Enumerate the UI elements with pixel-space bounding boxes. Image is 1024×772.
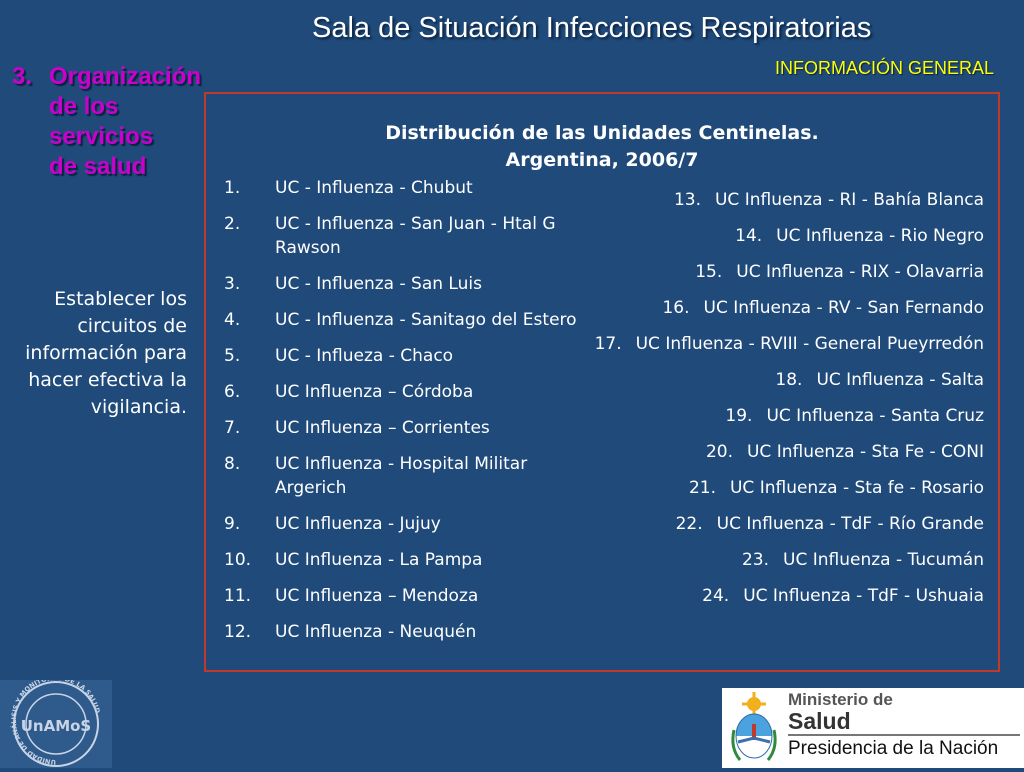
list-item [590,440,984,464]
list-item-number: 8. [224,454,241,474]
list-item-number: 6. [224,382,241,402]
list-item-number: 21. [688,478,716,498]
list-item-text: UC - Influenza - San Luis [275,274,482,294]
list-item-text: UC Influenza - Sta Fe - CONI [746,442,984,462]
list-item-number: 5. [224,346,241,366]
unamos-seal-icon [0,680,112,768]
list-item-text: UC Influenza - RIX - Olavarria [736,262,984,282]
list-item [224,308,584,332]
list-item [590,476,984,500]
list-item [224,452,584,500]
list-item [224,584,584,608]
unamos-logo [0,680,112,768]
list-item-number: 18. [775,370,803,390]
list-item-number: 14. [735,226,763,246]
list-item-text: UC Influenza – Mendoza [275,586,479,606]
list-item-number: 16. [662,298,690,318]
list-item-number: 17. [594,334,622,354]
list-item-number: 1. [224,178,241,198]
list-item-text: UC - Influenza - Chubut [275,178,473,198]
section-heading-line-4: de salud [49,153,147,180]
units-list-left [224,176,584,656]
list-item-text: UC Influenza - RI - Bahía Blanca [714,190,984,210]
list-item [590,332,984,356]
list-item [224,380,584,404]
list-item-number: 15. [695,262,723,282]
list-item-text: UC - Influenza - San Juan - Htal G Rawson [275,214,556,258]
panel-title-line-1: Distribución de las Unidades Centinelas. [385,122,819,144]
section-number: 3. [12,63,33,90]
list-item-text: UC Influenza - RVIII - General Pueyrredón [635,334,984,354]
list-item-number: 12. [224,622,252,642]
list-item-number: 11. [224,586,252,606]
section-heading-line-2: de los [49,93,119,120]
list-item [224,176,584,200]
unamos-logo-text: UnAMoS [20,717,92,735]
unamos-ring-text: UNIDAD DE ANÁLISIS Y MONIT E LA SALUD [9,680,102,767]
list-item-text: UC Influenza - Rio Negro [776,226,984,246]
panel-title-line-2: Argentina, 2006/7 [505,149,699,171]
list-item-text: UC Influenza - Tucumán [783,550,984,570]
list-item [224,272,584,296]
list-item [224,620,584,644]
section-heading-line-3: servicios [49,123,154,150]
list-item [590,260,984,284]
list-item-text: UC Influenza - TdF - Río Grande [716,514,984,534]
list-item-text: UC - Influeza - Chaco [275,346,454,366]
list-item-number: 3. [224,274,241,294]
list-item [590,512,984,536]
list-item-number: 9. [224,514,241,534]
ministry-divider [788,734,1020,736]
list-item-number: 13. [673,190,701,210]
ministry-line-1: Ministerio de [788,690,893,709]
list-item-number: 4. [224,310,241,330]
list-item-number: 7. [224,418,241,438]
list-item-text: UC Influenza - Jujuy [275,514,441,534]
list-item [224,416,584,440]
list-item-text: UC Influenza - Neuquén [275,622,477,642]
list-item [590,548,984,572]
list-item [590,404,984,428]
list-item-text: UC Influenza - Sta fe - Rosario [729,478,984,498]
list-item-number: 23. [741,550,770,570]
ministry-line-3: Presidencia de la Nación [788,738,999,759]
list-item-text: UC Influenza - RV - San Fernando [703,298,984,318]
list-item-text: UC Influenza - TdF - Ushuaia [743,586,984,606]
list-item-text: UC Influenza - Hospital Militar Argerich [275,454,528,498]
list-item-text: UC Influenza - Salta [816,370,984,390]
list-item-text: UC Influenza - Santa Cruz [766,406,984,426]
list-item [224,512,584,536]
ministry-logo [722,688,1024,768]
list-item [590,224,984,248]
units-list-right [590,188,984,620]
list-item-number: 20. [705,442,733,462]
list-item [590,296,984,320]
ministry-line-2: Salud [788,708,851,734]
list-item [224,344,584,368]
section-heading-text: Organización [49,63,202,90]
list-item-text: UC Influenza – Córdoba [275,382,474,402]
panel-title [206,120,998,174]
list-item [224,212,584,260]
list-item-text: UC Influenza - La Pampa [275,550,483,570]
list-item-number: 2. [224,214,241,234]
list-item [224,548,584,572]
list-item-number: 19. [725,406,753,426]
argentina-coat-of-arms-icon [724,690,784,766]
slide-subtitle: INFORMACIÓN GENERAL [774,58,994,78]
list-item-number: 22. [675,514,703,534]
list-item [590,368,984,392]
list-item [590,188,984,212]
list-item-text: UC - Influenza - Sanitago del Estero [275,310,577,330]
slide-title: Sala de Situación Infecciones Respiratorias [312,12,872,44]
list-item [590,584,984,608]
list-item-number: 10. [224,550,252,570]
list-item-text: UC Influenza – Corrientes [275,418,490,438]
side-description: Establecer los circuitos de información para hacer efectiva la vigilancia. [25,288,187,418]
section-heading-line-1 [12,62,262,92]
list-item-number: 24. [702,586,730,606]
